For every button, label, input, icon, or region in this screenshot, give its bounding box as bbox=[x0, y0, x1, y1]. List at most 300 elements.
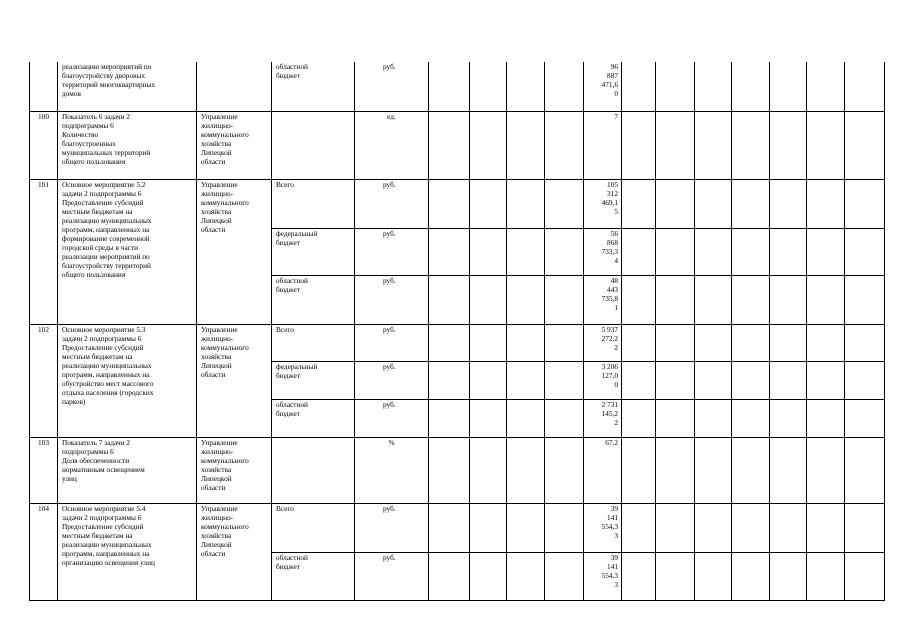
empty-cell bbox=[545, 437, 584, 503]
value-line: 887 bbox=[607, 71, 618, 81]
empty-cell bbox=[807, 552, 845, 600]
funding-source bbox=[272, 228, 355, 275]
executor-line: коммунального bbox=[201, 197, 249, 207]
empty-cell bbox=[429, 275, 470, 324]
empty-cell bbox=[807, 179, 845, 228]
table-row bbox=[30, 62, 885, 111]
empty-cell bbox=[656, 503, 695, 552]
empty-cell bbox=[507, 437, 545, 503]
value-line: 735,8 bbox=[601, 293, 618, 303]
empty-cell bbox=[507, 361, 545, 399]
empty-cell bbox=[695, 552, 732, 600]
empty-cell bbox=[545, 228, 584, 275]
executor-line: Липецкой bbox=[201, 215, 232, 225]
value-line: 733,3 bbox=[601, 246, 618, 256]
measure-name-line: благоустройству территорий bbox=[62, 261, 151, 271]
executor-line: области bbox=[201, 224, 226, 234]
empty-cell bbox=[507, 399, 545, 437]
empty-cell bbox=[545, 324, 584, 361]
unit: ед. bbox=[355, 111, 429, 179]
measure-name-line: парков) bbox=[62, 397, 86, 407]
empty-cell bbox=[622, 228, 656, 275]
empty-cell bbox=[695, 111, 732, 179]
value bbox=[584, 503, 622, 552]
table-body bbox=[30, 62, 885, 600]
measure-name-line: местным бюджетам на bbox=[62, 206, 133, 216]
empty-cell bbox=[545, 361, 584, 399]
empty-cell bbox=[545, 552, 584, 600]
value bbox=[584, 62, 622, 111]
value-line: 127,0 bbox=[601, 370, 618, 380]
executor-line: Управление bbox=[201, 503, 238, 513]
executor bbox=[197, 437, 272, 503]
table-row bbox=[30, 111, 885, 179]
empty-cell bbox=[656, 552, 695, 600]
executor-line: жилищно- bbox=[201, 512, 234, 522]
empty-cell bbox=[429, 437, 470, 503]
empty-cell bbox=[732, 437, 770, 503]
empty-cell bbox=[807, 399, 845, 437]
funding-source-line: бюджет bbox=[276, 284, 300, 294]
funding-source bbox=[272, 111, 355, 179]
executor-line: области bbox=[201, 156, 226, 166]
empty-cell bbox=[845, 179, 885, 228]
value-line: 0 bbox=[614, 89, 618, 99]
empty-cell bbox=[732, 275, 770, 324]
measure-name-line: Основное мероприятие 5.4 bbox=[62, 503, 146, 513]
funding-source-line: бюджет bbox=[276, 561, 300, 571]
executor-line: Управление bbox=[201, 179, 238, 189]
funding-source-line: федеральный bbox=[276, 228, 318, 238]
empty-cell bbox=[507, 228, 545, 275]
measure-name-line: реализации мероприятий по bbox=[62, 252, 150, 262]
empty-cell bbox=[470, 324, 507, 361]
value-line: 3 bbox=[614, 579, 618, 589]
value-line: 312 bbox=[607, 188, 618, 198]
empty-cell bbox=[695, 179, 732, 228]
empty-cell bbox=[622, 437, 656, 503]
value bbox=[584, 361, 622, 399]
measure-name bbox=[58, 503, 197, 600]
value bbox=[584, 228, 622, 275]
empty-cell bbox=[732, 228, 770, 275]
empty-cell bbox=[656, 62, 695, 111]
empty-cell bbox=[732, 324, 770, 361]
value-line: 67,2 bbox=[605, 437, 618, 447]
measure-name-line: задачи 2 подпрограммы 6 bbox=[62, 512, 142, 522]
empty-cell bbox=[770, 361, 807, 399]
empty-cell bbox=[656, 324, 695, 361]
empty-cell bbox=[429, 179, 470, 228]
unit: руб. bbox=[355, 62, 429, 111]
empty-cell bbox=[845, 62, 885, 111]
funding-source bbox=[272, 62, 355, 111]
executor-line: Управление bbox=[201, 111, 238, 121]
value-line: 7 bbox=[614, 111, 618, 121]
measure-name-line: территорий многоквартирных bbox=[62, 80, 156, 90]
empty-cell bbox=[695, 361, 732, 399]
measure-name-line: реализацию муниципальных bbox=[62, 215, 152, 225]
value-line: 2 bbox=[614, 342, 618, 352]
measure-name-line: формирование современной bbox=[62, 234, 150, 244]
measure-name-line: городской среды в части bbox=[62, 243, 139, 253]
measure-name-line: подпрограммы 6 bbox=[62, 120, 114, 130]
measure-name-line: общего пользования bbox=[62, 270, 126, 280]
empty-cell bbox=[807, 62, 845, 111]
value-line: 3 bbox=[614, 530, 618, 540]
row-number: 102 bbox=[30, 324, 58, 437]
empty-cell bbox=[845, 503, 885, 552]
funding-source-line: федеральный bbox=[276, 361, 318, 371]
empty-cell bbox=[429, 503, 470, 552]
empty-cell bbox=[770, 179, 807, 228]
executor bbox=[197, 62, 272, 111]
measure-name-line: организацию освещения улиц bbox=[62, 558, 155, 568]
empty-cell bbox=[470, 111, 507, 179]
empty-cell bbox=[470, 275, 507, 324]
executor bbox=[197, 111, 272, 179]
empty-cell bbox=[770, 275, 807, 324]
value bbox=[584, 399, 622, 437]
empty-cell bbox=[656, 437, 695, 503]
table-row bbox=[30, 503, 885, 552]
empty-cell bbox=[732, 503, 770, 552]
empty-cell bbox=[429, 399, 470, 437]
empty-cell bbox=[845, 275, 885, 324]
empty-cell bbox=[470, 179, 507, 228]
executor-line: Липецкой bbox=[201, 360, 232, 370]
empty-cell bbox=[622, 111, 656, 179]
empty-cell bbox=[622, 324, 656, 361]
empty-cell bbox=[470, 552, 507, 600]
empty-cell bbox=[770, 552, 807, 600]
value-line: 868 bbox=[607, 237, 618, 247]
executor-line: хозяйства bbox=[201, 530, 232, 540]
funding-source bbox=[272, 324, 355, 361]
empty-cell bbox=[429, 62, 470, 111]
value-line: 554,3 bbox=[601, 521, 618, 531]
value-line: 141 bbox=[607, 512, 618, 522]
empty-cell bbox=[470, 399, 507, 437]
measure-name-line: Предоставление субсидий bbox=[62, 197, 144, 207]
value-line: 3 206 bbox=[601, 361, 618, 371]
measure-name-line: отдыха населения (городских bbox=[62, 388, 154, 398]
executor-line: жилищно- bbox=[201, 188, 234, 198]
measure-name-line: улиц bbox=[62, 473, 77, 483]
funding-source bbox=[272, 437, 355, 503]
empty-cell bbox=[770, 324, 807, 361]
measure-name-line: реализацию муниципальных bbox=[62, 360, 152, 370]
empty-cell bbox=[695, 324, 732, 361]
unit: % bbox=[355, 437, 429, 503]
row-number bbox=[30, 62, 58, 111]
empty-cell bbox=[656, 228, 695, 275]
executor-line: Липецкой bbox=[201, 147, 232, 157]
empty-cell bbox=[429, 324, 470, 361]
measure-name-line: подпрограммы 6 bbox=[62, 446, 114, 456]
row-number: 100 bbox=[30, 111, 58, 179]
empty-cell bbox=[470, 62, 507, 111]
empty-cell bbox=[732, 361, 770, 399]
value-line: 56 bbox=[610, 228, 618, 238]
unit: руб. bbox=[355, 228, 429, 275]
unit: руб. bbox=[355, 503, 429, 552]
empty-cell bbox=[845, 399, 885, 437]
funding-source-line: Всего bbox=[276, 324, 294, 334]
empty-cell bbox=[770, 228, 807, 275]
executor-line: области bbox=[201, 369, 226, 379]
table-row bbox=[30, 324, 885, 361]
empty-cell bbox=[622, 179, 656, 228]
empty-cell bbox=[507, 503, 545, 552]
empty-cell bbox=[656, 361, 695, 399]
funding-source-line: областной bbox=[276, 62, 308, 71]
unit: руб. bbox=[355, 275, 429, 324]
empty-cell bbox=[622, 275, 656, 324]
value-line: 5 937 bbox=[601, 324, 618, 334]
measure-name-line: Показатель 7 задачи 2 bbox=[62, 437, 131, 447]
value bbox=[584, 275, 622, 324]
executor bbox=[197, 179, 272, 324]
empty-cell bbox=[770, 437, 807, 503]
empty-cell bbox=[845, 361, 885, 399]
executor-line: хозяйства bbox=[201, 351, 232, 361]
measure-name-line: домов bbox=[62, 89, 81, 99]
measure-name bbox=[58, 324, 197, 437]
empty-cell bbox=[622, 503, 656, 552]
funding-source-line: бюджет bbox=[276, 370, 300, 380]
empty-cell bbox=[545, 399, 584, 437]
measure-name-line: программ, направленных на bbox=[62, 224, 150, 234]
empty-cell bbox=[656, 275, 695, 324]
empty-cell bbox=[807, 111, 845, 179]
empty-cell bbox=[622, 361, 656, 399]
measure-name bbox=[58, 111, 197, 179]
value bbox=[584, 437, 622, 503]
empty-cell bbox=[695, 399, 732, 437]
empty-cell bbox=[695, 228, 732, 275]
executor-line: хозяйства bbox=[201, 206, 232, 216]
empty-cell bbox=[429, 111, 470, 179]
empty-cell bbox=[545, 503, 584, 552]
executor-line: Управление bbox=[201, 324, 238, 334]
funding-source-line: областной bbox=[276, 399, 308, 409]
value-line: 39 bbox=[610, 503, 618, 513]
value-line: 5 bbox=[614, 206, 618, 216]
executor-line: жилищно- bbox=[201, 333, 234, 343]
empty-cell bbox=[807, 275, 845, 324]
executor-line: Липецкой bbox=[201, 539, 232, 549]
measure-name-line: реализацию мероприятий по bbox=[62, 62, 152, 71]
measure-name-line: Предоставление субсидий bbox=[62, 342, 144, 352]
empty-cell bbox=[770, 111, 807, 179]
measure-name bbox=[58, 62, 197, 111]
measure-name-line: задачи 2 подпрограммы 6 bbox=[62, 333, 142, 343]
empty-cell bbox=[845, 437, 885, 503]
empty-cell bbox=[732, 179, 770, 228]
empty-cell bbox=[470, 503, 507, 552]
empty-cell bbox=[845, 228, 885, 275]
value-line: 554,3 bbox=[601, 570, 618, 580]
value-line: 0 bbox=[614, 379, 618, 389]
funding-source bbox=[272, 361, 355, 399]
funding-source-line: областной bbox=[276, 275, 308, 285]
table-row bbox=[30, 179, 885, 228]
empty-cell bbox=[507, 111, 545, 179]
funding-source-line: бюджет bbox=[276, 237, 300, 247]
value bbox=[584, 552, 622, 600]
empty-cell bbox=[845, 552, 885, 600]
funding-source-line: бюджет bbox=[276, 408, 300, 418]
empty-cell bbox=[732, 399, 770, 437]
empty-cell bbox=[470, 228, 507, 275]
executor-line: коммунального bbox=[201, 129, 249, 139]
measure-name-line: Основное мероприятие 5.2 bbox=[62, 179, 146, 189]
executor-line: хозяйства bbox=[201, 464, 232, 474]
executor-line: области bbox=[201, 482, 226, 492]
measure-name-line: общего пользования bbox=[62, 156, 126, 166]
unit: руб. bbox=[355, 179, 429, 228]
empty-cell bbox=[845, 324, 885, 361]
value-line: 39 bbox=[610, 552, 618, 562]
funding-source bbox=[272, 179, 355, 228]
measure-name-line: благоустроенных bbox=[62, 138, 116, 148]
funding-source-line: Всего bbox=[276, 179, 294, 189]
executor-line: коммунального bbox=[201, 342, 249, 352]
value bbox=[584, 324, 622, 361]
budget-table bbox=[29, 62, 885, 601]
empty-cell bbox=[807, 503, 845, 552]
unit: руб. bbox=[355, 361, 429, 399]
empty-cell bbox=[695, 437, 732, 503]
empty-cell bbox=[732, 62, 770, 111]
empty-cell bbox=[770, 62, 807, 111]
funding-source bbox=[272, 503, 355, 552]
empty-cell bbox=[545, 275, 584, 324]
funding-source-line: областной bbox=[276, 552, 308, 562]
empty-cell bbox=[770, 399, 807, 437]
funding-source bbox=[272, 399, 355, 437]
value-line: 471,6 bbox=[601, 80, 618, 90]
value-line: 141 bbox=[607, 561, 618, 571]
measure-name bbox=[58, 179, 197, 324]
empty-cell bbox=[845, 111, 885, 179]
value-line: 2 bbox=[614, 417, 618, 427]
executor-line: Липецкой bbox=[201, 473, 232, 483]
funding-source-line: Всего bbox=[276, 503, 294, 513]
measure-name-line: Предоставление субсидий bbox=[62, 521, 144, 531]
measure-name-line: реализацию муниципальных bbox=[62, 539, 152, 549]
empty-cell bbox=[807, 228, 845, 275]
empty-cell bbox=[807, 437, 845, 503]
empty-cell bbox=[770, 503, 807, 552]
empty-cell bbox=[545, 62, 584, 111]
empty-cell bbox=[470, 361, 507, 399]
measure-name bbox=[58, 437, 197, 503]
empty-cell bbox=[507, 179, 545, 228]
measure-name-line: обустройство мест массового bbox=[62, 379, 154, 389]
empty-cell bbox=[695, 62, 732, 111]
empty-cell bbox=[732, 552, 770, 600]
measure-name-line: Количество bbox=[62, 129, 99, 139]
empty-cell bbox=[732, 111, 770, 179]
empty-cell bbox=[507, 552, 545, 600]
measure-name-line: нормативным освещением bbox=[62, 464, 145, 474]
empty-cell bbox=[429, 552, 470, 600]
value bbox=[584, 179, 622, 228]
empty-cell bbox=[656, 111, 695, 179]
empty-cell bbox=[622, 62, 656, 111]
value-line: 4 bbox=[614, 255, 618, 265]
row-number: 104 bbox=[30, 503, 58, 600]
empty-cell bbox=[470, 437, 507, 503]
executor-line: области bbox=[201, 548, 226, 558]
value-line: 469,1 bbox=[601, 197, 618, 207]
value-line: 145,2 bbox=[601, 408, 618, 418]
measure-name-line: программ, направленных на bbox=[62, 548, 150, 558]
empty-cell bbox=[429, 361, 470, 399]
value-line: 105 bbox=[607, 179, 618, 189]
empty-cell bbox=[545, 111, 584, 179]
measure-name-line: Показатель 6 задачи 2 bbox=[62, 111, 131, 121]
empty-cell bbox=[507, 324, 545, 361]
measure-name-line: местным бюджетам на bbox=[62, 530, 133, 540]
empty-cell bbox=[695, 503, 732, 552]
executor bbox=[197, 503, 272, 600]
row-number: 103 bbox=[30, 437, 58, 503]
empty-cell bbox=[622, 552, 656, 600]
value-line: 1 bbox=[614, 302, 618, 312]
value bbox=[584, 111, 622, 179]
executor bbox=[197, 324, 272, 437]
unit: руб. bbox=[355, 399, 429, 437]
executor-line: жилищно- bbox=[201, 446, 234, 456]
empty-cell bbox=[656, 399, 695, 437]
measure-name-line: муниципальных территорий bbox=[62, 147, 151, 157]
empty-cell bbox=[656, 179, 695, 228]
empty-cell bbox=[507, 62, 545, 111]
unit: руб. bbox=[355, 324, 429, 361]
empty-cell bbox=[429, 228, 470, 275]
measure-name-line: местным бюджетам на bbox=[62, 351, 133, 361]
measure-name-line: задачи 2 подпрограммы 6 bbox=[62, 188, 142, 198]
executor-line: Управление bbox=[201, 437, 238, 447]
value-line: 272,2 bbox=[601, 333, 618, 343]
executor-line: коммунального bbox=[201, 455, 249, 465]
value-line: 96 bbox=[610, 62, 618, 71]
row-number: 101 bbox=[30, 179, 58, 324]
funding-source bbox=[272, 552, 355, 600]
empty-cell bbox=[622, 399, 656, 437]
empty-cell bbox=[807, 324, 845, 361]
value-line: 2 731 bbox=[601, 399, 618, 409]
empty-cell bbox=[695, 275, 732, 324]
value-line: 48 bbox=[610, 275, 618, 285]
funding-source bbox=[272, 275, 355, 324]
empty-cell bbox=[807, 361, 845, 399]
executor-line: коммунального bbox=[201, 521, 249, 531]
unit: руб. bbox=[355, 552, 429, 600]
value-line: 443 bbox=[607, 284, 618, 294]
funding-source-line: бюджет bbox=[276, 71, 300, 81]
measure-name-line: программ, направленных на bbox=[62, 369, 150, 379]
measure-name-line: благоустройству дворовых bbox=[62, 71, 146, 81]
measure-name-line: Основное мероприятие 5.3 bbox=[62, 324, 146, 334]
executor-line: жилищно- bbox=[201, 120, 234, 130]
measure-name-line: Доля обеспеченности bbox=[62, 455, 130, 465]
empty-cell bbox=[545, 179, 584, 228]
empty-cell bbox=[507, 275, 545, 324]
